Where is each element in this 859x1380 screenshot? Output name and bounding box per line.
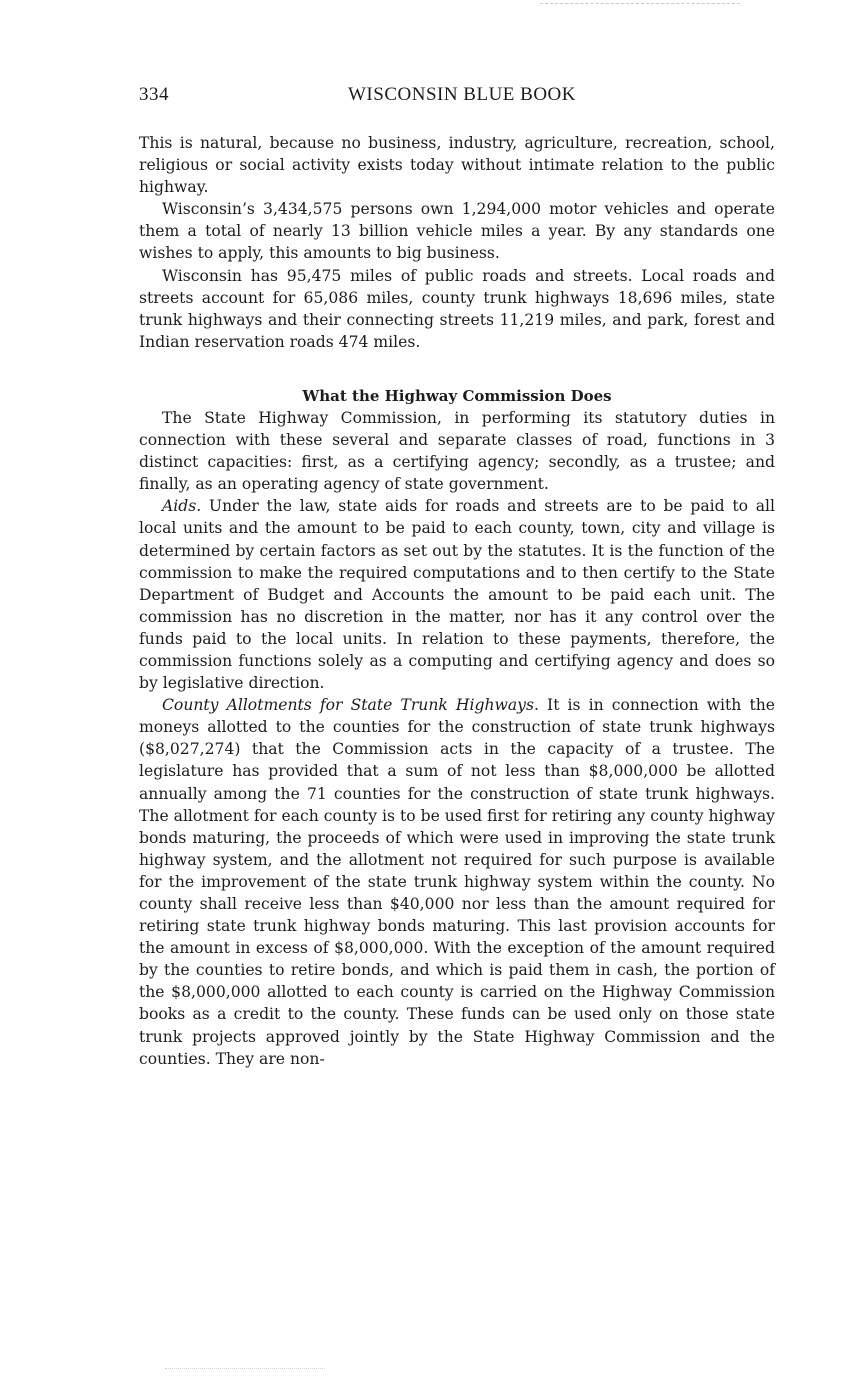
- paragraph-motor-vehicles: Wisconsin’s 3,434,575 persons own 1,294,000 motor vehicles and operate them a total of nearly 13 billion vehicle miles a year. By any standards one wishes to apply, this amounts to big business.: [139, 200, 775, 263]
- body-text: [139, 132, 775, 1070]
- scan-artifact-top: [540, 0, 740, 4]
- paragraph-commission-intro: The State Highway Commission, in performing its statutory duties in connection with these several and separate classes of road, functions in 3 distinct capacities: first, as a certifying agency; secondly, as a trustee; and finally, as an operating agency of state government.: [139, 408, 775, 494]
- page-number: 334: [139, 84, 169, 105]
- book-page: [139, 84, 775, 1070]
- section-heading: What the Highway Commission Does: [302, 386, 612, 405]
- paragraph-aids: [139, 495, 775, 694]
- allotments-text: It is in connection with the moneys allotted to the counties for the construction of state trunk highways ($8,027,274) that the Commission acts in the capacity of a trustee. The legislature has provided that a sum of not less than $8,000,000 be allotted annually among the 71 counties for the construction of state trunk highways. The allotment for each county is to be used first for retiring any county highway bonds maturing, the proceeds of which were used in improving the state trunk highway system, and the allotment not required for such purpose is available for the improvement of the state trunk highway system within the county. No county shall receive less than $40,000 nor less than the amount required for retiring state trunk highway bonds maturing. This last provision accounts for the amount in excess of $8,000,000. With the exception of the amount required by the counties to retire bonds, and which is paid them in cash, the portion of the $8,000,000 allotted to each county is carried on the Highway Commission books as a credit to the county. These funds can be used only on those state trunk projects approved jointly by the State Highway Commission and the counties. They are non-: [139, 696, 775, 1068]
- running-head: [139, 84, 775, 110]
- aids-text: Under the law, state aids for roads and streets are to be paid to all local units and the amount to be paid to each county, town, city and village is determined by certain factors as set out by the statutes. It is the function of the commission to make the required computations and to then certify to the State Department of Budget and Accounts the amount to be paid each unit. The commission has no discretion in the matter, nor has it any control over the funds paid to the local units. In relation to these payments, therefore, the commission functions solely as a computing and certifying agency and does so by legislative direction.: [139, 497, 775, 693]
- paragraph-continuation: This is natural, because no business, industry, agriculture, recreation, school, religious or social activity exists today without intimate relation to the public highway.: [139, 134, 775, 197]
- paragraph-county-allotments: [139, 694, 775, 1070]
- aids-run-in-heading: Aids.: [162, 497, 202, 516]
- paragraph-road-mileage: Wisconsin has 95,475 miles of public roads and streets. Local roads and streets account for 65,086 miles, county trunk highways 18,696 miles, state trunk highways and their connecting streets 11,219 miles, and park, forest and Indian reservation roads 474 miles.: [139, 266, 775, 351]
- book-title: WISCONSIN BLUE BOOK: [348, 84, 576, 105]
- scan-artifact-bottom: [165, 1366, 325, 1369]
- allotments-run-in-heading: County Allotments for State Trunk Highways.: [162, 696, 539, 715]
